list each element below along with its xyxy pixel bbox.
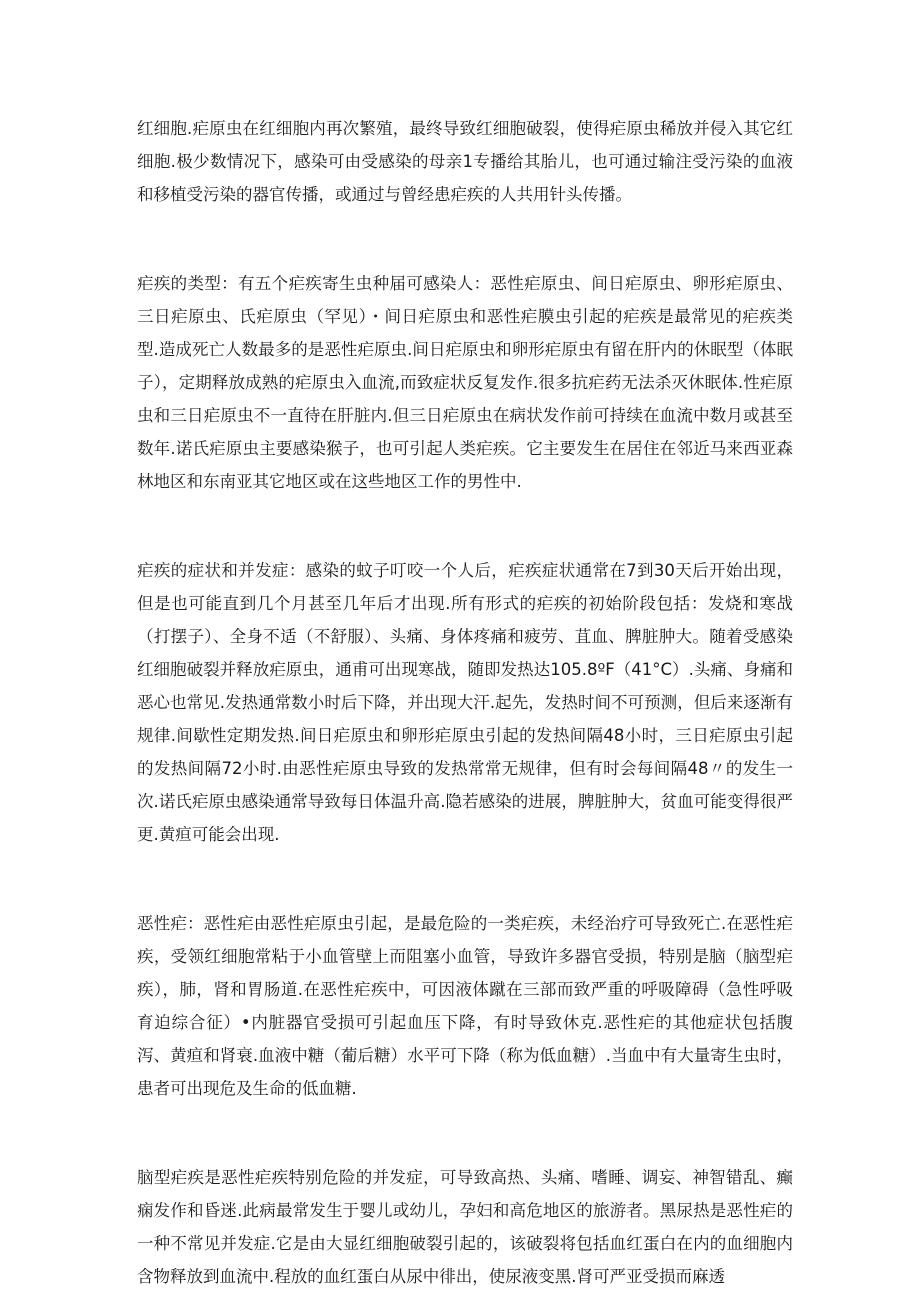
document-body: [137, 112, 793, 1293]
paragraph-gap: [137, 1105, 793, 1161]
paragraph-gap: [137, 851, 793, 907]
paragraph-transmission: 红细胞.疟原虫在红细胞内再次繁殖，最终导致红细胞破裂，使得疟原虫稀放并侵入其它红细胞.极少数情况下，感染可由受感染的母亲1专播给其胎儿，也可通过输注受污染的血液和移植受污染的器官传播，或通过与曾经患疟疾的人共用针头传播。: [137, 119, 793, 204]
paragraph-gap: [137, 211, 793, 267]
paragraph-symptoms: 疟疾的症状和并发症：感染的蚊子叮咬一个人后，疟疾症状通常在7到30天后开始出现，但是也可能直到几个月甚至几年后才出现.所有形式的疟疾的初始阶段包括：发烧和寒战（打摆子）、全身不适（不舒服）、头痛、身体疼痛和疲劳、苴血、脾脏肿大。随着受感染红细胞破裂并释放疟原虫，通甫可出现寒战，随即发热达105.8ºF（41°C）.头痛、身痛和恶心也常见.发热通常数小时后下降，并出现大汗.起先，发热时间不可预测，但后来逐渐有规律.间歇性定期发热.间日疟原虫和卵形疟原虫引起的发热间隔48小时，三日疟原虫引起的发热间隔72小时.由恶性疟原虫导致的发热常常无规律，但有时会每间隔48〃的发生一次.诺氏疟原虫感染通常导致每日体温升高.隐若感染的进展，脾脏肿大，贫血可能变得很严更.黄疸可能会出现.: [137, 561, 793, 844]
paragraph-cerebral-malaria: 脑型疟疾是恶性疟疾特别危险的并发症，可导致高热、头痛、嗜睡、调妄、神智错乱、癫痫发作和昏迷.此病最常发生于婴儿或幼儿，孕妇和高危地区的旅游者。黑尿热是恶性疟的一种不常见并发症.它是由大显红细胞破裂引起的，该破裂将包括血红蛋白在内的血细胞内含物释放到血流中.程放的血红蛋白从尿中徘出，使尿液变黑.肾可严亚受损而麻透: [137, 1168, 793, 1286]
paragraph-malaria-types: 疟疾的类型：有五个疟疾寄生虫种届可感染人：恶性疟原虫、间日疟原虫、卵形疟原虫、三日疟原虫、氏疟原虫（罕见）・间日疟原虫和恶性疟膜虫引起的疟疾是最常见的疟疾类型.造成死亡人数最多的是恶性疟原虫.间日疟原虫和卵形疟原虫有留在肝内的休眠型（体眠子），定期释放成熟的疟原虫入血流,而致症状反复发作.很多抗疟药无法杀灭休眠体.性疟原虫和三日疟原虫不一直待在肝脏内.但三日疟原虫在病状发作前可持续在血流中数月或甚至数年.诺氏疟原虫主要感染猴子，也可引起人类疟疾。它主要发生在居住在邻近马来西亚森林地区和东南亚其它地区或在这些地区工作的男性中.: [137, 274, 793, 491]
paragraph-gap: [137, 498, 793, 554]
paragraph-falciparum: 恶性疟：恶性疟由恶性疟原虫引起，是最危险的一类疟疾，未经治疗可导致死亡.在恶性疟疾，受领红细胞常粘于小血管壁上而阻塞小血管，导致许多器官受损，特别是脑（脑型疟疾），肺，肾和胃肠道.在恶性疟疾中，可因液体蹴在三部而致严重的呼吸障碍（急性呼吸育迫综合征）•内脏器官受损可引起血压下降，有时导致休克.恶性疟的其他症状包括腹泻、黄疸和肾衰.血液中糖（葡后糖）水平可下降（称为低血糖）.当血中有大量寄生虫时，患者可出现危及生命的低血糖.: [137, 914, 793, 1098]
